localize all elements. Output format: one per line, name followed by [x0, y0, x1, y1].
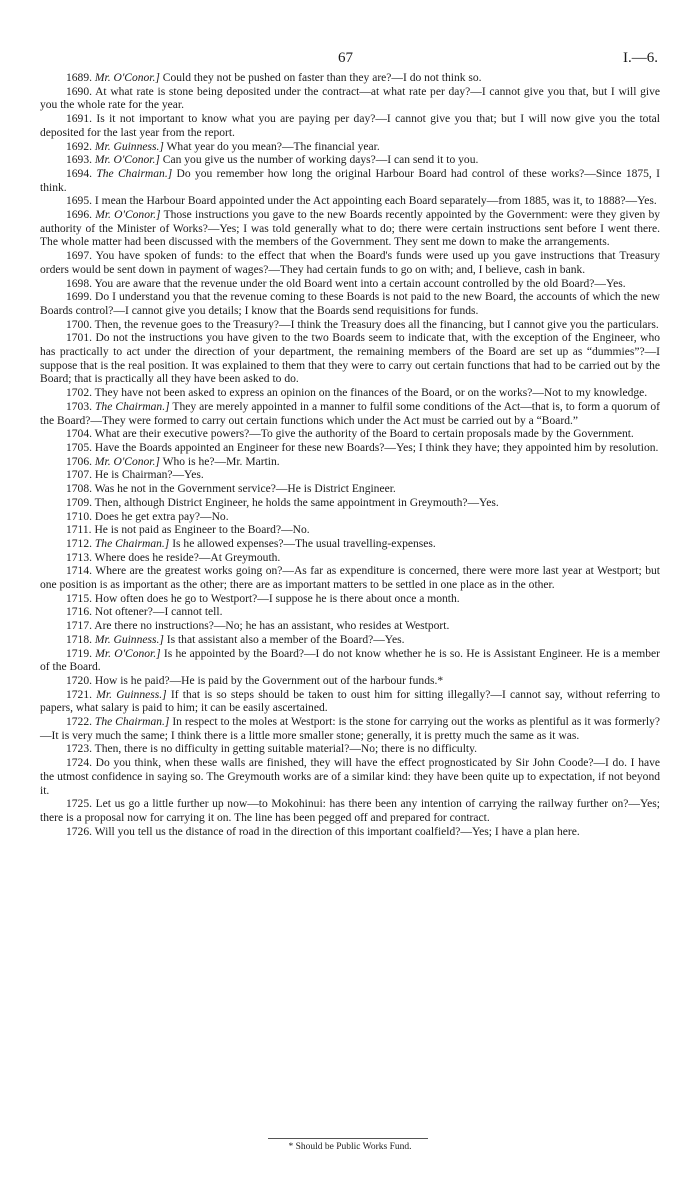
- question-number: 1698.: [66, 277, 92, 290]
- question-answer-text: Is he allowed expenses?—The usual travelling-expenses.: [172, 537, 436, 550]
- testimony-paragraph: [40, 250, 660, 277]
- question-answer-text: How often does he go to Westport?—I suppose he is there about once a month.: [94, 592, 460, 605]
- question-answer-text: Do not the instructions you have given to the two Boards seem to indicate that, with the exception of the Engineer, who has practically to act under the direction of your department, the remaining members of the Board are set up as “dummies”?—I suppose that is the real position. It was explained to them that they were to carry out certain functions that had to be carried out by the Board; that is practically all they have been asked to do.: [40, 332, 660, 386]
- testimony-paragraph: [40, 113, 660, 140]
- question-number: 1701.: [66, 332, 92, 345]
- question-answer-text: Not oftener?—I cannot tell.: [94, 606, 223, 619]
- question-answer-text: Then, the revenue goes to the Treasury?—I think the Treasury does all the financing, but I cannot give you the particulars.: [94, 318, 659, 331]
- testimony-paragraph: [40, 675, 660, 689]
- question-answer-text: You are aware that the revenue under the old Board went into a certain account controlled by the old Board?—Yes.: [94, 277, 626, 290]
- footnote-rule: [268, 1138, 428, 1139]
- speaker-name: The Chairman.]: [96, 167, 173, 180]
- testimony-paragraph: [40, 593, 660, 607]
- speaker-name: Mr. O'Conor.]: [95, 209, 161, 222]
- question-number: 1720.: [66, 674, 92, 687]
- question-number: 1715.: [66, 592, 92, 605]
- question-number: 1724.: [66, 757, 92, 770]
- question-number: 1717.: [66, 620, 92, 633]
- question-answer-text: They are merely appointed in a manner to fulfil some conditions of the Act—that is, to form a quorum of the Board?—They were formed to carry out certain functions which under the Act must be carried out by a “Board.”: [40, 400, 660, 427]
- testimony-paragraph: [40, 606, 660, 620]
- speaker-name: Mr. O'Conor.]: [94, 455, 160, 468]
- question-number: 1696.: [66, 209, 92, 222]
- testimony-paragraph: [40, 401, 660, 428]
- speaker-name: The Chairman.]: [94, 537, 170, 550]
- question-number: 1708.: [66, 483, 92, 496]
- question-answer-text: Is it not important to know what you are paying per day?—I cannot give you that; but I will now give you the total deposited for the last year from the report.: [40, 113, 660, 139]
- speaker-name: The Chairman.]: [95, 400, 170, 413]
- speaker-name: Mr. O'Conor.]: [94, 154, 160, 167]
- testimony-paragraph: [40, 319, 660, 333]
- question-answer-text: Where does he reside?—At Greymouth.: [94, 551, 281, 564]
- question-number: 1693.: [66, 154, 92, 167]
- testimony-paragraph: [40, 154, 660, 168]
- page-number: 67: [338, 50, 353, 66]
- question-number: 1692.: [66, 140, 92, 153]
- question-number: 1700.: [66, 318, 92, 331]
- testimony-paragraph: [40, 634, 660, 648]
- testimony-paragraph: [40, 716, 660, 743]
- question-answer-text: At what rate is stone being deposited under the contract—at what rate per day?—I cannot give you that, but I will give you the whole rate for the year.: [40, 85, 660, 112]
- testimony-paragraph: [40, 826, 660, 840]
- question-answer-text: What are their executive powers?—To give the authority of the Board to certain proposals made by the Government.: [94, 428, 634, 441]
- question-number: 1714.: [66, 565, 92, 578]
- question-answer-text: Are there no instructions?—No; he has an assistant, who resides at Westport.: [94, 620, 450, 633]
- speaker-name: Mr. O'Conor.]: [94, 72, 160, 84]
- question-number: 1703.: [66, 400, 92, 413]
- question-answer-text: Those instructions you gave to the new Boards recently appointed by the Government: were they given by authority of the Minister of Works?—Yes; I was told generally what to do; there were certain instructions sent before I went there. The whole matter had been discussed with the members of the Government. They sent me down to make the arrangements.: [40, 209, 661, 249]
- testimony-paragraph: [40, 689, 660, 716]
- question-answer-text: Then, although District Engineer, he holds the same appointment in Greymouth?—Yes.: [94, 496, 499, 509]
- testimony-paragraph: [40, 511, 660, 525]
- question-number: 1726.: [66, 825, 92, 838]
- question-number: 1719.: [66, 647, 92, 660]
- question-answer-text: Could they not be pushed on faster than they are?—I do not think so.: [162, 72, 482, 84]
- question-number: 1722.: [66, 716, 92, 729]
- testimony-paragraph: [40, 743, 660, 757]
- question-answer-text: What year do you mean?—The financial year.: [166, 140, 380, 153]
- testimony-paragraph: [40, 483, 660, 497]
- testimony-paragraph: [40, 278, 660, 292]
- testimony-paragraph: [40, 620, 660, 634]
- question-answer-text: Was he not in the Government service?—He is District Engineer.: [94, 483, 396, 496]
- testimony-paragraph: [40, 291, 660, 318]
- testimony-paragraph: [40, 195, 660, 209]
- testimony-paragraph: [40, 428, 660, 442]
- testimony-body: [40, 72, 660, 839]
- testimony-paragraph: [40, 168, 660, 195]
- question-number: 1706.: [66, 455, 92, 468]
- question-answer-text: In respect to the moles at Westport: is the stone for carrying out the works as plentiful as it was formerly?—It is very much the same; I think there is a little more smaller stone; generally, it is pretty much the same as it was.: [40, 716, 660, 742]
- question-answer-text: I mean the Harbour Board appointed under the Act appointing each Board separately—from 1885, was it, to 1888?—Yes.: [94, 195, 657, 208]
- question-answer-text: Where are the greatest works going on?—As far as expenditure is concerned, there were more last year at Westport; but one position is as important as the other; there are as important matters to be settled in one place as in the other.: [40, 565, 660, 592]
- testimony-paragraph: [40, 798, 660, 825]
- question-answer-text: Is he appointed by the Board?—I do not know whether he is so. He is Assistant Engineer. He is a member of the Board.: [40, 647, 661, 674]
- question-answer-text: Let us go a little further up now—to Mokohinui: has there been any intention of carrying the railway further on?—Yes; there is a proposal now for carrying it on. The line has been pegged off and prepared for contract.: [40, 798, 660, 824]
- testimony-paragraph: [40, 86, 660, 113]
- speaker-name: Mr. O'Conor.]: [95, 647, 161, 660]
- testimony-paragraph: [40, 757, 660, 798]
- question-number: 1721.: [66, 688, 92, 701]
- speaker-name: The Chairman.]: [94, 716, 170, 729]
- testimony-paragraph: [40, 141, 660, 155]
- testimony-paragraph: [40, 456, 660, 470]
- question-answer-text: Is that assistant also a member of the Board?—Yes.: [166, 633, 405, 646]
- testimony-paragraph: [40, 565, 660, 592]
- question-answer-text: Have the Boards appointed an Engineer for these new Boards?—Yes; I think they have; they appointed him by resolution.: [94, 441, 659, 454]
- question-answer-text: Who is he?—Mr. Martin.: [162, 455, 280, 468]
- question-number: 1711.: [66, 524, 92, 537]
- question-number: 1689.: [66, 72, 92, 84]
- question-number: 1691.: [66, 113, 92, 126]
- question-answer-text: Can you give us the number of working days?—I can send it to you.: [162, 154, 479, 167]
- testimony-paragraph: [40, 387, 660, 401]
- question-number: 1702.: [66, 387, 92, 400]
- question-answer-text: He is Chairman?—Yes.: [94, 469, 204, 482]
- question-number: 1694.: [66, 167, 92, 180]
- testimony-paragraph: [40, 332, 660, 387]
- question-number: 1713.: [66, 551, 92, 564]
- question-answer-text: If that is so steps should be taken to oust him for sitting illegally?—I cannot say, without referring to papers, what salary is paid to him; it can be easily ascertained.: [40, 688, 661, 715]
- testimony-paragraph: [40, 497, 660, 511]
- question-answer-text: You have spoken of funds: to the effect that when the Board's funds were used up you gave instructions that Treasury orders would be sent down in payment of wages?—They had certain funds to go on with; and, I believe, cash in bank.: [40, 250, 660, 276]
- question-number: 1723.: [66, 743, 92, 756]
- question-number: 1709.: [66, 496, 92, 509]
- testimony-paragraph: [40, 538, 660, 552]
- question-number: 1697.: [66, 250, 92, 263]
- question-answer-text: Will you tell us the distance of road in the direction of this important coalfield?—Yes; I have a plan here.: [94, 825, 580, 838]
- question-answer-text: Do you think, when these walls are finished, they will have the effect prognosticated by Sir John Coode?—I do. I have the utmost confidence in saying so. The Greymouth works are of a similar kind: they have been quite up to expectation, if not beyond it.: [40, 757, 660, 797]
- testimony-paragraph: [40, 209, 660, 250]
- testimony-paragraph: [40, 524, 660, 538]
- page-header: [0, 50, 700, 68]
- speaker-name: Mr. Guinness.]: [94, 140, 164, 153]
- testimony-paragraph: [40, 442, 660, 456]
- testimony-paragraph: [40, 469, 660, 483]
- testimony-paragraph: [40, 552, 660, 566]
- question-number: 1718.: [66, 633, 92, 646]
- question-number: 1695.: [66, 195, 92, 208]
- question-answer-text: Do you remember how long the original Harbour Board had control of these works?—Since 1875, I think.: [40, 167, 661, 194]
- testimony-paragraph: [40, 72, 660, 86]
- question-number: 1707.: [66, 469, 92, 482]
- question-number: 1716.: [66, 606, 92, 619]
- question-number: 1704.: [66, 428, 92, 441]
- question-number: 1710.: [66, 510, 92, 523]
- question-answer-text: Do I understand you that the revenue coming to these Boards is not paid to the new Board, the accounts of which the new Boards control?—I cannot give you details; I know that the Boards send requisitions for funds.: [40, 291, 660, 317]
- question-answer-text: How is he paid?—He is paid by the Government out of the harbour funds.*: [94, 674, 444, 687]
- question-answer-text: Does he get extra pay?—No.: [94, 510, 229, 523]
- question-number: 1690.: [66, 85, 92, 98]
- question-answer-text: Then, there is no difficulty in getting suitable material?—No; there is no difficulty.: [94, 743, 478, 756]
- question-number: 1699.: [66, 291, 92, 304]
- question-answer-text: They have not been asked to express an opinion on the finances of the Board, or on the works?—Not to my knowledge.: [94, 387, 648, 400]
- question-number: 1705.: [66, 441, 92, 454]
- speaker-name: Mr. Guinness.]: [94, 633, 164, 646]
- question-number: 1725.: [66, 798, 92, 811]
- testimony-paragraph: [40, 648, 660, 675]
- footnote: * Should be Public Works Fund.: [288, 1142, 412, 1152]
- document-reference: I.—6.: [623, 50, 658, 66]
- question-number: 1712.: [66, 537, 92, 550]
- speaker-name: Mr. Guinness.]: [96, 688, 167, 701]
- question-answer-text: He is not paid as Engineer to the Board?—No.: [94, 524, 310, 537]
